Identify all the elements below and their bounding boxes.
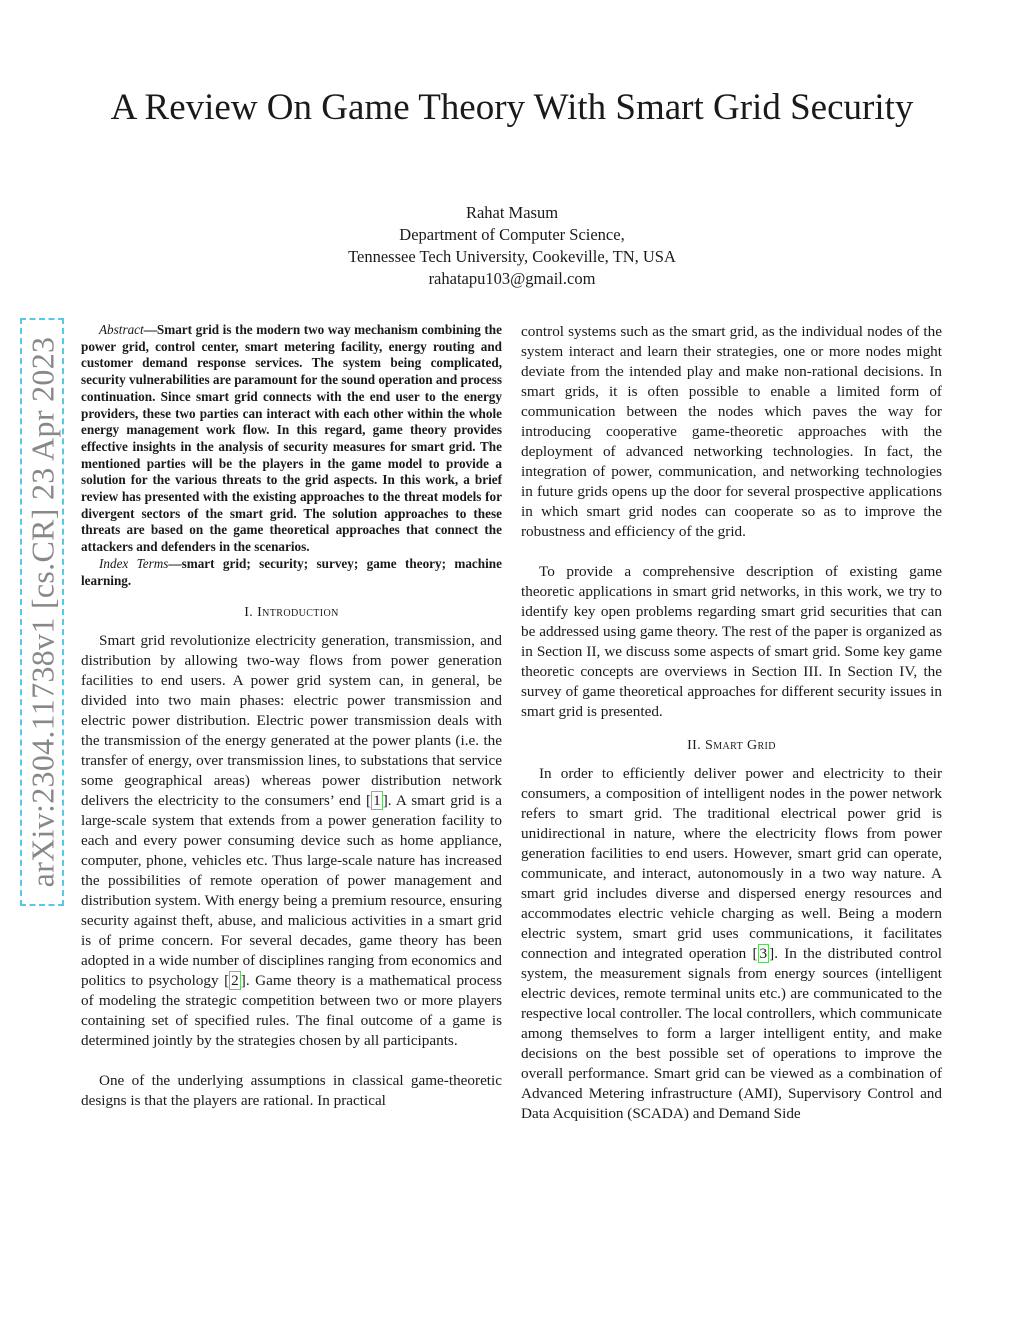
intro-text-b: . A smart grid is a large-scale system that extends from a power generation facility to each and every power consuming device such as home appliance, computer, phone, vehicles etc. Thus large-scale nature has increased the possibilities of remote operation of power management and distribution system. With energy being a premium resource, ensuring security against theft, abuse, and malicious activities in a smart grid is of prime concern. For several decades, game theory has been adopted in a wide number of disciplines ranging from economics and politics to psychology (81, 792, 502, 990)
citation-link-2[interactable]: 2 (231, 972, 239, 990)
citation-link-3[interactable]: 3 (759, 945, 768, 962)
author-email: rahatapu103@gmail.com (428, 269, 596, 288)
abstract (81, 322, 502, 556)
author-university: Tennessee Tech University, Cookeville, TN, USA (348, 247, 676, 266)
paragraph-gap (521, 542, 942, 562)
abstract-text: —Smart grid is the modern two way mechanism combining the power grid, control center, smart metering facility, energy routing and customer demand response services. The system being complicated, security vulnerabilities are paramount for the sound operation and process continuation. Since smart grid connects with the end user to the energy providers, these two parties can interact with each other within the whole energy management work flow. In this regard, game theory provides effective insights in the analysis of security measures for smart grid. The mentioned parties will be the players in the game model to provide a solution for the various threats to the grid aspects. In this work, a brief review has presented with the existing approaches to the threat models for divergent sectors of the smart grid. The solution approaches to these threats are based on the game theoretical approaches that connect the attackers and defenders in the scenarios. (81, 322, 502, 555)
intro-paragraph-2: One of the underlying assumptions in classical game-theoretic designs is that the players are rational. In practical (81, 1072, 502, 1110)
arxiv-identifier-stamp[interactable] (20, 318, 64, 906)
arxiv-identifier-text: arXiv:2304.11738v1 [cs.CR] 23 Apr 2023 (24, 336, 60, 888)
section-heading-introduction: I. Introduction (244, 605, 339, 621)
paper-title: A Review On Game Theory With Smart Grid Security (110, 87, 914, 128)
author-department: Department of Computer Science, (399, 225, 625, 244)
paragraph-gap (81, 1051, 502, 1071)
left-column (81, 322, 502, 1111)
index-terms-text: —smart grid; security; survey; game theory; machine learning. (81, 555, 502, 588)
right-paragraph-1: control systems such as the smart grid, as the individual nodes of the system interact and learn their strategies, one or more nodes might deviate from the intended play and make non-rational decisions. In smart grids, it is often possible to enable a limited form of communication between the nodes which paves the way for introducing cooperative game-theoretic approaches with the deployment of advanced networking technologies. In fact, the integration of power, communication, and networking technologies in future grids opens up the door for several prospective applications in which smart grid nodes can cooperate so as to improve the robustness and efficiency of the grid. (521, 323, 942, 540)
author-block (200, 202, 824, 290)
smart-grid-text-a: In order to efficiently deliver power and electricity to their consumers, a composition of intelligent nodes in the power network refers to smart grid. The traditional electrical power grid is unidirectional in nature, where the electricity flows from power generation facilities to end users. However, smart grid can operate, communicate, and interact, autonomously in a two way nature. A smart grid includes diverse and dispersed energy resources and accommodates electric vehicle charging as well. Being a modern electric system, smart grid uses communications, it facilitates connection and integrated operation (521, 765, 942, 962)
intro-paragraph-1: Smart grid revolutionize electricity generation, transmission, and distribution by allowing two-way flows from power generation facilities to end users. A power grid system can, in general, be divided into two main phases: electric power transmission and electric power distribution. Electric power transmission deals with the transmission of the energy generated at the power plants (i.e. the transfer of energy, over transmission lines, to substations that service some geographical areas) whereas power distribution network delivers the electricity to the consumers’ end [ 1 ]. A smart grid is a large-scale system that extends from a power generation facility to each and every power consuming device such as home appliance, computer, phone, vehicles etc. Thus large-scale nature has increased the possibilities of remote operation of power management and distribution system. With energy being a premium resource, ensuring security against theft, abuse, and malicious activities in a smart grid is of prime concern. For several decades, game theory has been adopted in a wide number of disciplines ranging from economics and politics to psychology [ 2 ]. Game theory is a mathematical process of modeling the strategic competition between two or more players containing set of specified rules. The final outcome of a game is determined jointly by the strategies chosen by all participants. (81, 632, 502, 1050)
intro-text-c: . Game theory is a mathematical process of modeling the strategic competition between two or more players containing set of specified rules. The final outcome of a game is determined jointly by the strategies chosen by all participants. (81, 972, 502, 1050)
smart-grid-paragraph-1: In order to efficiently deliver power and electricity to their consumers, a composition of intelligent nodes in the power network refers to smart grid. The traditional electrical power grid is unidirectional in nature, where the electricity flows from power generation facilities to end users. However, smart grid can operate, communicate, and interact, autonomously in a two way nature. A smart grid includes diverse and dispersed energy resources and accommodates electric vehicle charging as well. Being a modern electric system, smart grid uses communications, it facilitates connection and integrated operation [ 3 ]. In the distributed control system, the measurement signals from energy sources (intelligent electric devices, remote terminal units etc.) are communicated to the respective local controller. The local controllers, which communicate among themselves to form a larger intelligent entity, and make decisions on the best possible set of operations to improve the overall performance. Smart grid can be viewed as a combination of Advanced Metering infrastructure (AMI), Supervisory Control and Data Acquisition (SCADA) and Demand Side (521, 765, 942, 1122)
author-name: Rahat Masum (465, 203, 559, 222)
right-column (521, 322, 942, 1124)
section-heading-smart-grid: II. Smart Grid (687, 738, 776, 753)
citation-link-1[interactable]: 1 (373, 792, 381, 810)
smart-grid-text-b: . In the distributed control system, the measurement signals from energy sources (intelligent electric devices, remote terminal units etc.) are communicated to the respective local controller. The local controllers, which communicate among themselves to form a larger intelligent entity, and make decisions on the best possible set of operations to improve the overall performance. Smart grid can be viewed as a combination of Advanced Metering infrastructure (AMI), Supervisory Control and Data Acquisition (SCADA) and Demand Side (521, 945, 942, 1122)
intro-text-a: Smart grid revolutionize electricity generation, transmission, and distribution by allowing two-way flows from power generation facilities to end users. A power grid system can, in general, be divided into two main phases: electric power transmission and electric power distribution. Electric power transmission deals with the transmission of the energy generated at the power plants (i.e. the transfer of energy, over transmission lines, to substations that service some geographical areas) whereas power distribution network delivers the electricity to the consumers’ end (81, 632, 502, 810)
abstract-lead: Abstract (99, 322, 144, 337)
right-paragraph-2: To provide a comprehensive description of existing game theoretic applications in smart grid networks, in this work, we try to identify key open problems regarding smart grid securities that can be addressed using game theory. The rest of the paper is organized as in Section II, we discuss some aspects of smart grid. Some key game theoretic concepts are overviews in Section III. In Section IV, the survey of game theoretical approaches for different security issues in smart grid is presented. (521, 563, 942, 720)
index-terms (81, 556, 502, 589)
index-terms-lead: Index Terms (99, 555, 169, 571)
